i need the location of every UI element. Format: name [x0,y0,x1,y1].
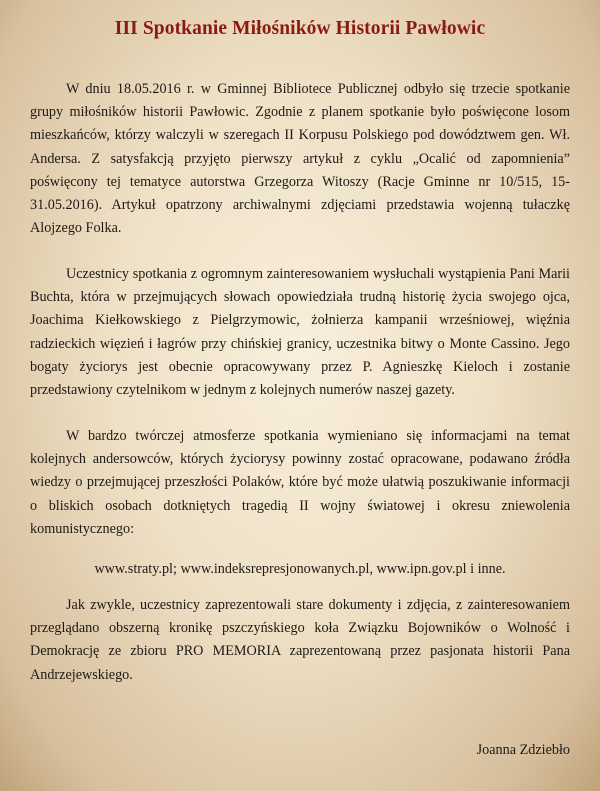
source-links-line: www.straty.pl; www.indeksrepresjonowanych.pl, www.ipn.gov.pl i inne. [94,561,506,577]
paragraph-3: W bardzo twórczej atmosferze spotkania wymieniano się informacjami na temat kolejnych andersowców, których życiorysy powinny zostać opracowane, podawano źródła wiedzy o przejmującej przeszłości Polaków, które być może ułatwią poszukiwanie informacji o bliskich osobach dotkniętych tragedią II wojny światowej i okresu zniewolenia komunistycznego: [30,428,570,537]
paragraph-2: Uczestnicy spotkania z ogromnym zainteresowaniem wysłuchali wystąpienia Pani Marii Buchta, która w przejmujących słowach opowiedziała trudną historię życia swojego ojca, Joachima Kiełkowskiego z Pielgrzymowic, żołnierza kampanii wrześniowej, więźnia radzieckich więzień i łagrów przy chińskiej granicy, uczestnika bitwy o Monte Cassino. Jego bogaty życiorys jest obecnie opracowywany przez P. Agnieszkę Kieloch i zostanie przedstawiony czytelnikom w jednym z kolejnych numerów naszej gazety. [30,266,570,399]
author-signature: Joanna Zdziebło [476,742,570,758]
paragraph-1: W dniu 18.05.2016 r. w Gminnej Bibliotece Publicznej odbyło się trzecie spotkanie grupy miłośników historii Pawłowic. Zgodnie z planem spotkanie było poświęcone losom mieszkańców, którzy walczyli w szeregach II Korpusu Polskiego pod dowództwem gen. Wł. Andersa. Z satysfakcją przyjęto pierwszy artykuł z cyklu „Ocalić od zapomnienia” poświęcony tej tematyce autorstwa Grzegorza Witoszy (Racje Gminne nr 10/515, 15-31.05.2016). Artykuł opatrzony archiwalnymi zdjęciami przedstawia wojenną tułaczkę Alojzego Folka. [30,81,570,237]
article-title: III Spotkanie Miłośników Historii Pawłowic [114,18,486,39]
paragraph-4: Jak zwykle, uczestnicy zaprezentowali stare dokumenty i zdjęcia, z zainteresowaniem przeglądano obszerną kronikę pszczyńskiego koła Związku Bojowników o Wolność i Demokrację ze zbioru PRO MEMORIA zaprezentowaną przez pasjonata historii Pana Andrzejewskiego. [30,597,570,683]
